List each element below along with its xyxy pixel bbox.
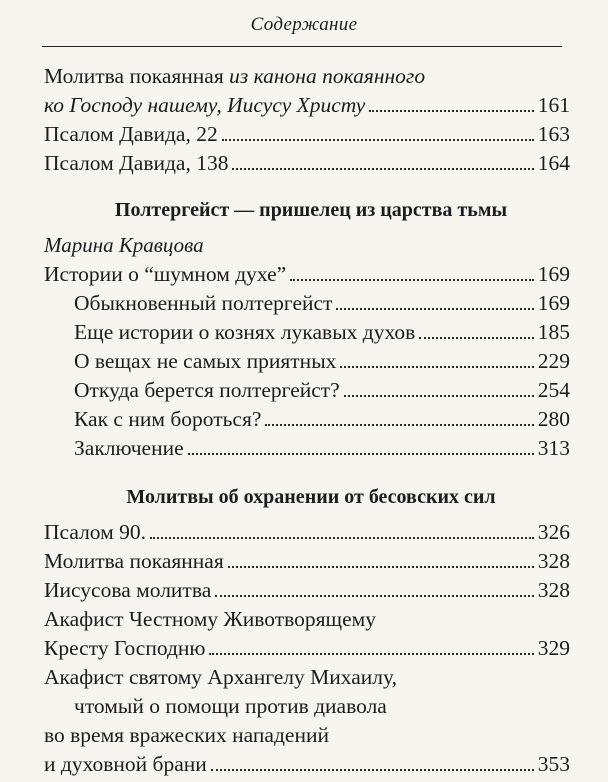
toc-entry-title: Иисусова молитва (44, 578, 212, 602)
leader-dots (232, 168, 533, 170)
page-number: 163 (537, 122, 570, 146)
leader-dots (369, 110, 533, 112)
toc-entry-akathist-cross-line1 (44, 605, 570, 634)
toc-entry-title: Псалом 90. (44, 520, 146, 544)
leader-dots (211, 769, 534, 771)
page-number: 326 (537, 520, 570, 544)
toc-entry-title: Молитва покаянная из канона покаянного (44, 64, 426, 88)
toc-entry-akathist-michael-line2 (44, 692, 570, 721)
toc-entry-title: Псалом Давида, 22 (44, 122, 218, 146)
leader-dots (336, 308, 533, 310)
page-number: 254 (537, 378, 570, 402)
toc-subentry (44, 376, 570, 405)
page-number: 164 (537, 151, 570, 175)
page-number: 328 (537, 578, 570, 602)
page-number: 161 (537, 93, 570, 117)
toc-subentry (44, 405, 570, 434)
toc-entry-title: Акафист Честному Животворящему (44, 607, 376, 631)
toc-entry-title: Акафист святому Архангелу Михаилу, (44, 665, 397, 689)
page-number: 169 (537, 262, 570, 286)
leader-dots (265, 424, 533, 426)
page-number: 185 (537, 320, 570, 344)
toc-entry-title: во время вражеских нападений (44, 723, 329, 747)
running-head: Содержание (250, 14, 358, 35)
toc-entry-title: Еще истории о кознях лукавых духов (74, 320, 416, 344)
toc-entry (44, 518, 570, 547)
leader-dots (419, 337, 533, 339)
toc-entry-prayer-line1 (44, 62, 570, 91)
leader-dots (340, 366, 533, 368)
toc-entry-akathist-cross-line2 (44, 634, 570, 663)
toc-entry-title: чтомый о помощи против диавола (74, 694, 387, 718)
toc-entry-akathist-michael-line3 (44, 721, 570, 750)
toc-entry-akathist-michael-line1 (44, 663, 570, 692)
toc-entry-title: ко Господу нашему, Иисусу Христу (44, 93, 366, 117)
toc-entry-title: Молитва покаянная (44, 549, 224, 573)
leader-dots (150, 537, 534, 539)
toc-entry-title: Как с ним бороться? (74, 407, 262, 431)
page-number: 353 (537, 752, 570, 776)
section-author: Марина Кравцова (44, 233, 204, 257)
toc-subentry (44, 289, 570, 318)
toc-entry (44, 576, 570, 605)
page-number: 229 (537, 349, 570, 373)
page-number: 328 (537, 549, 570, 573)
toc-entry-akathist-michael-line4 (44, 750, 570, 779)
toc-entry-title: О вещах не самых приятных (74, 349, 337, 373)
toc-content (44, 62, 570, 779)
page-number: 280 (537, 407, 570, 431)
leader-dots (209, 653, 533, 655)
toc-entry (44, 547, 570, 576)
page-number: 329 (537, 636, 570, 660)
toc-entry-title: Кресту Господню (44, 636, 206, 660)
page-number: 313 (537, 436, 570, 460)
toc-entry-title: Заключение (74, 436, 184, 460)
header-rule (42, 46, 562, 47)
leader-dots (344, 395, 534, 397)
toc-entry-prayer-line2 (44, 91, 570, 120)
toc-subentry (44, 434, 570, 463)
toc-subentry (44, 318, 570, 347)
toc-entry-title: Откуда берется полтергейст? (74, 378, 340, 402)
section-heading: Полтергейст — пришелец из царства тьмы (114, 199, 508, 221)
leader-dots (215, 595, 534, 597)
toc-entry-psalm-22 (44, 120, 570, 149)
toc-entry-psalm-138 (44, 149, 570, 178)
page-number: 169 (537, 291, 570, 315)
leader-dots (188, 453, 534, 455)
toc-entry-title: и духовной брани (44, 752, 207, 776)
leader-dots (228, 566, 534, 568)
toc-entry-title: Псалом Давида, 138 (44, 151, 229, 175)
section-heading: Молитвы об охранении от бесовских сил (126, 486, 496, 508)
toc-subentry (44, 347, 570, 376)
toc-entry-title: Истории о “шумном духе” (44, 262, 287, 286)
toc-entry-main (44, 260, 570, 289)
toc-entry-title: Обыкновенный полтергейст (74, 291, 333, 315)
leader-dots (290, 279, 534, 281)
leader-dots (222, 139, 534, 141)
